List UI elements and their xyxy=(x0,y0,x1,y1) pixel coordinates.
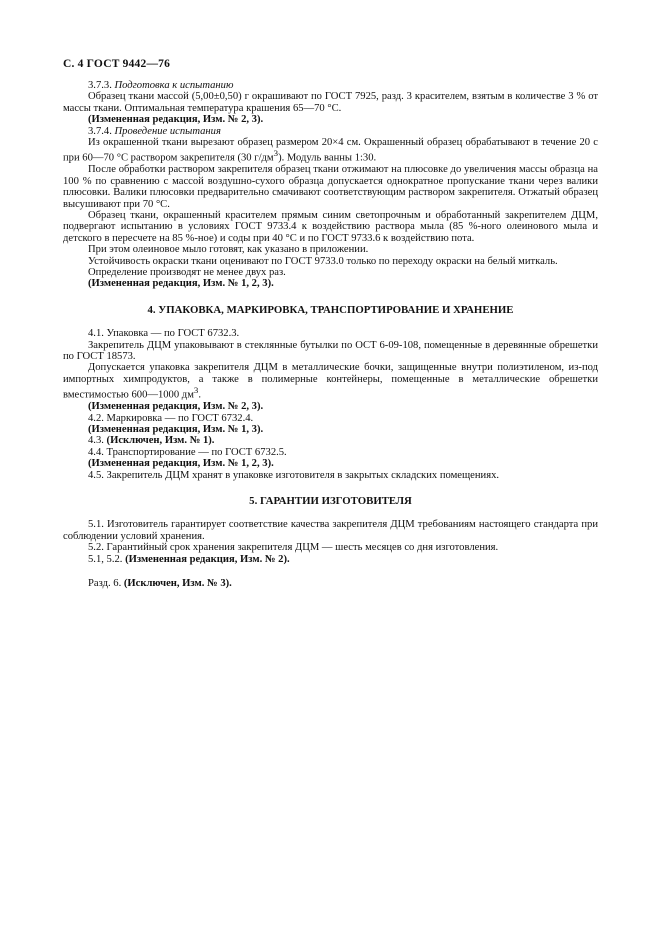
clause-number: 4.3. xyxy=(88,435,104,447)
clause-text: Допускается упаковка закрепителя ДЦМ в металлические бочки, защищенные внутри полиэтиленом, из-под импортных химпродуктов, а также в полимерные контейнеры, помещенные в металлические обрешетки вместимостью 600—1000 дм xyxy=(63,362,598,401)
clause-text: (Исключен, Изм. № 3). xyxy=(123,578,232,590)
clause-4-1: 4.1. Упаковка — по ГОСТ 6732.3. xyxy=(88,328,240,340)
paragraph-determination: Определение производят не менее двух раз. xyxy=(88,267,286,279)
section-5-heading: 5. ГАРАНТИИ ИЗГОТОВИТЕЛЯ xyxy=(249,495,412,508)
clause-number: 5.1, 5.2. xyxy=(88,553,123,565)
revision-note-text: (Измененная редакция, Изм. № 2, 3). xyxy=(88,114,264,126)
clause-title: Подготовка к испытанию xyxy=(114,80,234,91)
clause-4-2: 4.2. Маркировка — по ГОСТ 6732.4. xyxy=(88,412,254,424)
clause-text: ). Модуль ванны 1:30. xyxy=(278,152,377,164)
revision-note-text: (Измененная редакция, Изм. № 1, 2, 3). xyxy=(88,458,274,470)
clause-4-1-glass: Закрепитель ДЦМ упаковывают в стеклянные бутылки по ОСТ 6-09-108, помещенные в деревянные обрешетки по ГОСТ 18573. xyxy=(63,339,598,363)
paragraph-fastness: Устойчивость окраски ткани оценивают по ГОСТ 9733.0 только по переходу окраски на белый миткаль. xyxy=(88,255,558,267)
revision-note xyxy=(63,554,598,565)
clause-3-7-3-title xyxy=(63,80,598,91)
spacer xyxy=(63,565,598,578)
revision-note xyxy=(63,424,598,435)
clause-4-3 xyxy=(63,435,598,446)
clause-4-5: 4.5. Закрепитель ДЦМ хранят в упаковке изготовителя в закрытых складских помещениях. xyxy=(88,469,500,481)
clause-number: 3.7.3. xyxy=(88,80,112,91)
clause-3-7-4-title xyxy=(63,126,598,137)
revision-note xyxy=(63,114,598,125)
clause-number: Разд. 6. xyxy=(88,578,122,590)
revision-note xyxy=(63,458,598,469)
revision-note xyxy=(63,278,598,289)
clause-4-1-drums xyxy=(63,362,598,401)
clause-3-7-4-text xyxy=(63,137,598,164)
clause-title: Проведение испытания xyxy=(114,125,221,137)
clause-text: Из окрашенной ткани вырезают образец размером 20×4 см. Окрашенный образец обрабатывают в течение 20 с при 60—70 °С раствором закрепителя (30 г/дм xyxy=(63,137,598,164)
clause-text: (Исключен, Изм. № 1). xyxy=(106,435,215,447)
clause-4-4: 4.4. Транспортирование — по ГОСТ 6732.5. xyxy=(88,446,287,458)
clause-3-7-3-text: Образец ткани массой (5,00±0,50) г окрашивают по ГОСТ 7925, разд. 3 красителем, взятым в количестве 3 % от массы ткани. Оптимальная температура крашения 65—70 °С. xyxy=(63,91,598,114)
clause-text: . xyxy=(198,389,201,401)
paragraph-dyed-sample: Образец ткани, окрашенный красителем прямым синим светопрочным и обработанный закрепителем ДЦМ, подвергают испытанию в условиях ГОСТ 9733.4 к воздействию раствора мыла (85 %-ного олеинового мыла и детского в пересчете на 85 %-ное) и соды при 40 °С и по ГОСТ 9733.6 к воздействию пота. xyxy=(63,210,598,244)
superscript: 3 xyxy=(273,148,279,159)
revision-note-text: (Измененная редакция, Изм. № 2). xyxy=(125,553,290,565)
revision-note xyxy=(63,401,598,412)
page-header: С. 4 ГОСТ 9442—76 xyxy=(63,58,171,70)
section-4-heading: 4. УПАКОВКА, МАРКИРОВКА, ТРАНСПОРТИРОВАНИЕ И ХРАНЕНИЕ xyxy=(147,303,514,316)
paragraph-treatment: После обработки раствором закрепителя образец ткани отжимают на плюсовке до увеличения массы образца на 100 % по сравнению с массой воздушно-сухого образца допускается однократное пропускание ткани через валики плюсовки. Валики плюсовки предварительно смачивают соответствующим раствором закрепителя. Отжатый образец высушивают при 70 °С. xyxy=(63,164,598,210)
section-6-note xyxy=(63,578,598,589)
document-body xyxy=(63,80,598,590)
clause-number: 3.7.4. xyxy=(88,125,112,137)
revision-note-text: (Измененная редакция, Изм. № 1, 3). xyxy=(88,424,264,436)
clause-5-2: 5.2. Гарантийный срок хранения закрепителя ДЦМ — шесть месяцев со дня изготовления. xyxy=(88,542,499,554)
paragraph-soap: При этом олеиновое мыло готовят, как указано в приложении. xyxy=(88,244,369,256)
revision-note-text: (Измененная редакция, Изм. № 1, 2, 3). xyxy=(88,278,274,290)
clause-5-1: 5.1. Изготовитель гарантирует соответствие качества закрепителя ДЦМ требованиям настоящего стандарта при соблюдении условий хранения. xyxy=(63,519,598,542)
revision-note-text: (Измененная редакция, Изм. № 2, 3). xyxy=(88,401,264,413)
superscript: 3 xyxy=(193,385,199,396)
